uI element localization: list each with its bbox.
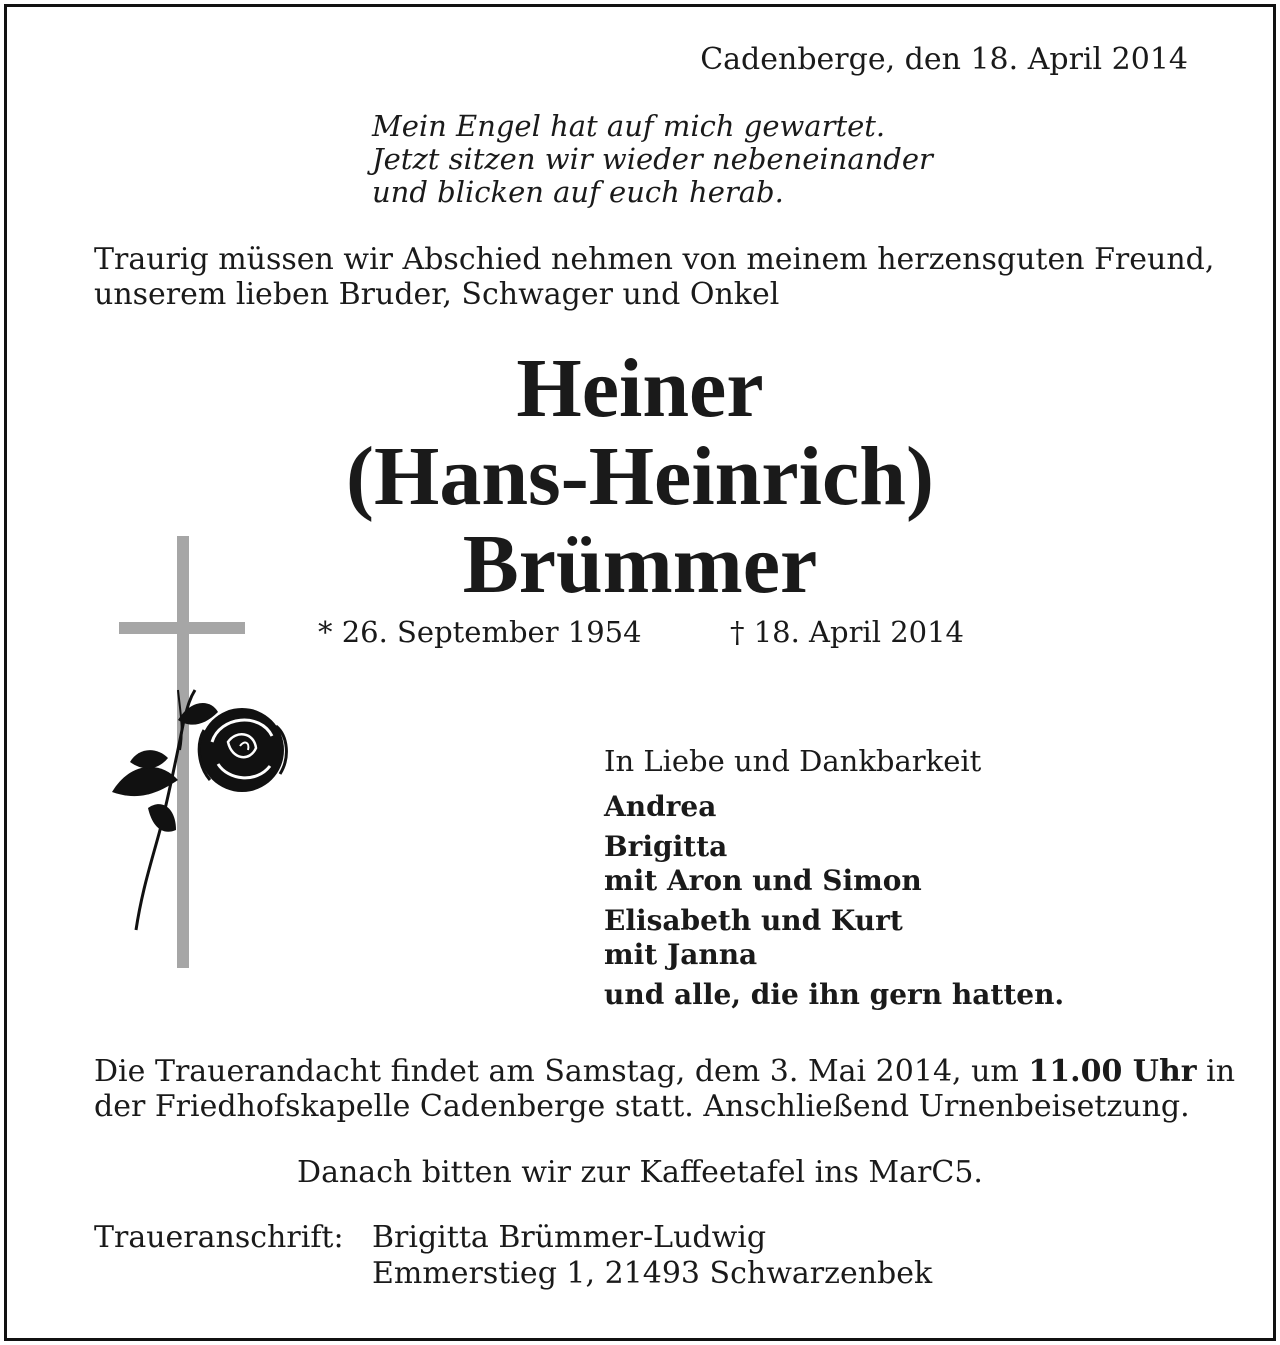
- rose-leaf: [130, 750, 168, 768]
- family-group: [604, 830, 1064, 898]
- intro-line: Traurig müssen wir Abschied nehmen von meinem herzensguten Freund,: [94, 242, 1215, 277]
- service-text: in: [1196, 1054, 1236, 1089]
- verse: [372, 110, 933, 209]
- family-intro: In Liebe und Dankbarkeit: [604, 744, 982, 778]
- family-group: [604, 790, 1064, 824]
- family-member: Brigitta: [604, 830, 728, 863]
- service-info: [94, 1054, 1235, 1124]
- family-list: [604, 790, 1064, 1018]
- rose-leaf: [148, 804, 176, 832]
- verse-line: Mein Engel hat auf mich gewartet.: [372, 109, 886, 143]
- intro-line: unserem lieben Bruder, Schwager und Onkel: [94, 277, 780, 312]
- address-line: Brigitta Brümmer-Ludwig: [372, 1220, 767, 1255]
- mourning-address: [372, 1220, 932, 1292]
- service-text: Die Trauerandacht findet am Samstag, dem 3. Mai 2014, um: [94, 1054, 1029, 1089]
- intro-text: [94, 242, 1214, 312]
- deceased-last-name: Brümmer: [462, 518, 818, 611]
- family-member: mit Janna: [604, 938, 758, 971]
- verse-line: und blicken auf euch herab.: [372, 175, 784, 209]
- family-group: [604, 978, 1064, 1012]
- family-member: und alle, die ihn gern hatten.: [604, 978, 1065, 1011]
- verse-line: Jetzt sitzen wir wieder nebeneinander: [372, 142, 933, 176]
- birth-date: * 26. September 1954: [318, 615, 642, 649]
- deceased-first-name: Heiner: [516, 342, 764, 435]
- family-member: Elisabeth und Kurt: [604, 904, 903, 937]
- address-label: Traueranschrift:: [94, 1220, 344, 1255]
- address-line: Emmerstieg 1, 21493 Schwarzenbek: [372, 1256, 933, 1291]
- place-date: Cadenberge, den 18. April 2014: [700, 42, 1188, 77]
- family-group: [604, 904, 1064, 972]
- coffee-note: Danach bitten wir zur Kaffeetafel ins MarC5.: [297, 1155, 983, 1190]
- cross-with-rose-icon: [100, 530, 300, 980]
- service-time: 11.00 Uhr: [1028, 1054, 1197, 1089]
- death-date: † 18. April 2014: [730, 615, 964, 649]
- deceased-full-first-name: (Hans-Heinrich): [346, 430, 934, 523]
- cross-horizontal-beam: [119, 622, 245, 634]
- family-member: mit Aron und Simon: [604, 864, 922, 897]
- family-member: Andrea: [604, 790, 717, 823]
- service-line: der Friedhofskapelle Cadenberge statt. Anschließend Urnenbeisetzung.: [94, 1089, 1190, 1124]
- service-line: [94, 1054, 1235, 1089]
